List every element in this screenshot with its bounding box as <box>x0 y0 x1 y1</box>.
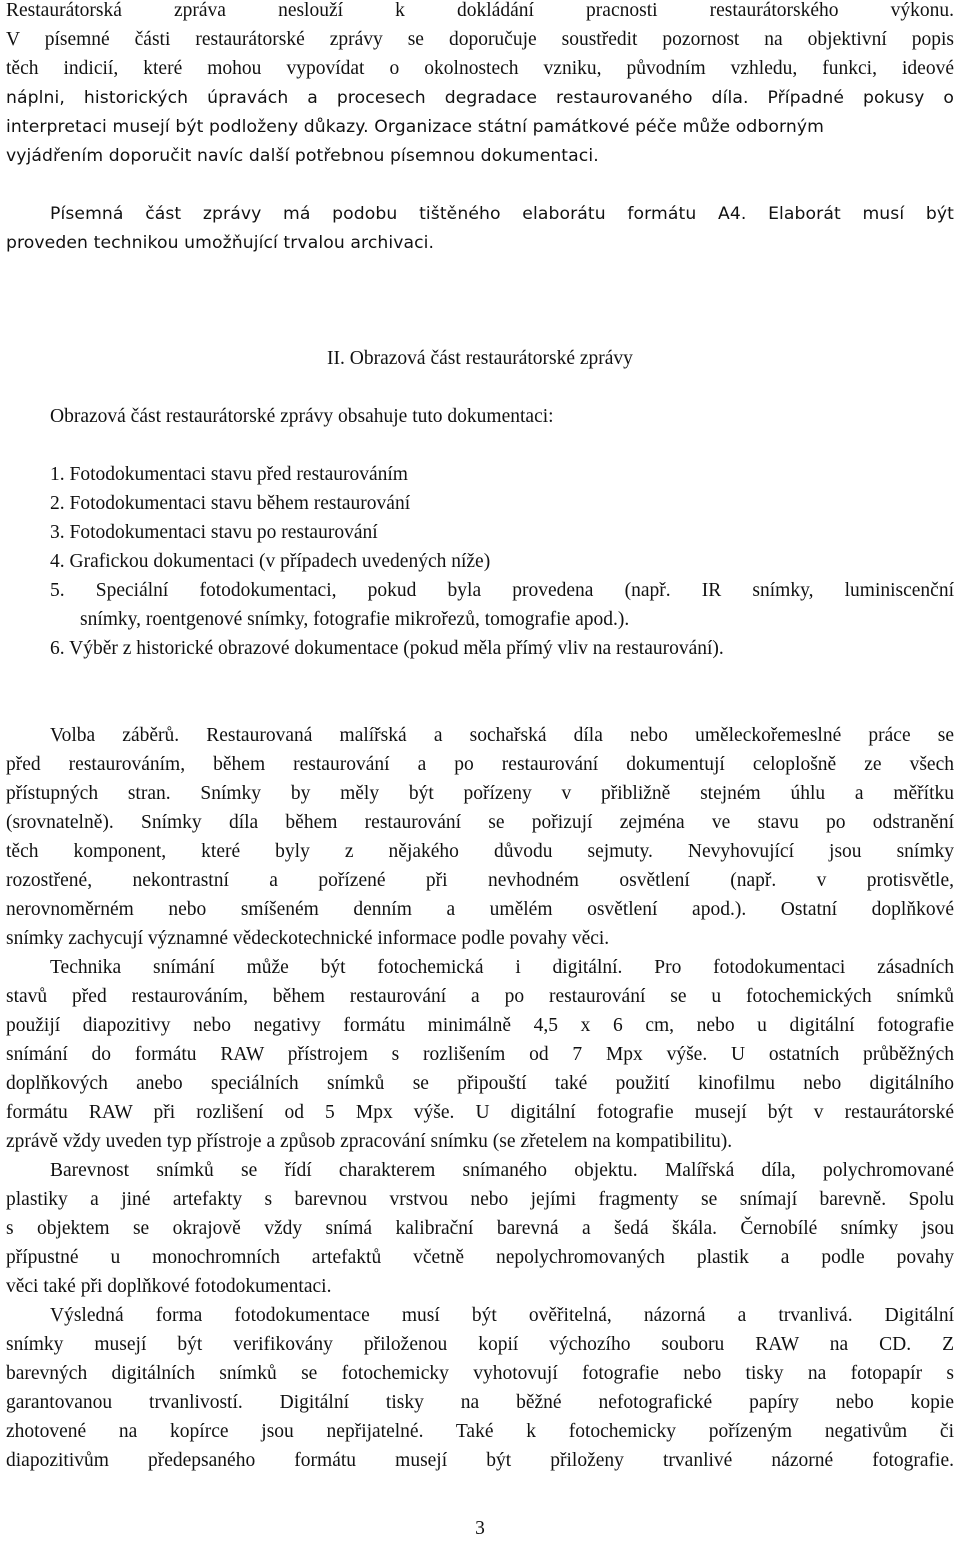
text-line: snímání do formátu RAW přístrojem s rozlišením od 7 Mpx výše. U ostatních průběžných <box>6 1044 954 1065</box>
text-line: snímky musejí být verifikovány přiloženou kopií výchozího souboru RAW na CD. Z <box>6 1334 954 1355</box>
text-line: interpretaci musejí být podloženy důkazy. Organizace státní památkové péče může odborným <box>6 117 825 137</box>
list-item: 3. Fotodokumentaci stavu po restaurování <box>50 522 378 543</box>
text-line: náplni, historických úpravách a procesech degradace restaurovaného díla. Případné pokusy o <box>6 88 954 108</box>
text-line: vyjádřením doporučit navíc další potřebnou písemnou dokumentaci. <box>6 146 599 166</box>
text-line: Restaurátorská zpráva neslouží k dokládání pracnosti restaurátorského výkonu. <box>6 0 954 21</box>
text-line: proveden technikou umožňující trvalou archivaci. <box>6 233 435 253</box>
text-line: věci také při doplňkové fotodokumentaci. <box>6 1276 332 1297</box>
text-line: Barevnost snímků se řídí charakterem snímaného objektu. Malířská díla, polychromované <box>50 1160 954 1181</box>
list-item: 4. Grafickou dokumentaci (v případech uvedených níže) <box>50 551 491 572</box>
text-line: snímky zachycují významné vědeckotechnické informace podle povahy věci. <box>6 928 610 949</box>
list-item: 6. Výběr z historické obrazové dokumentace (pokud měla přímý vliv na restaurování). <box>50 638 724 659</box>
list-item: 1. Fotodokumentaci stavu před restaurováním <box>50 464 408 485</box>
text-line: stavů před restaurováním, během restaurování a po restaurování se u fotochemických snímků <box>6 986 954 1007</box>
text-line: diapozitivům předepsaného formátu musejí být přiloženy trvanlivé názorné fotografie. <box>6 1450 954 1471</box>
section-heading: II. Obrazová část restaurátorské zprávy <box>327 348 633 369</box>
text-line: Technika snímání může být fotochemická i digitální. Pro fotodokumentaci zásadních <box>50 957 954 978</box>
text-line: formátu RAW při rozlišení od 5 Mpx výše. U digitální fotografie musejí být v restaurátorské <box>6 1102 954 1123</box>
list-item: 5. Speciální fotodokumentaci, pokud byla provedena (např. IR snímky, luminiscenční <box>50 580 954 601</box>
text-line: Výsledná forma fotodokumentace musí být ověřitelná, názorná a trvanlivá. Digitální <box>50 1305 954 1326</box>
text-line: zhotovené na kopírce jsou nepřijatelné. Také k fotochemicky pořízeným negativům či <box>6 1421 954 1442</box>
text-line: V písemné části restaurátorské zprávy se doporučuje soustředit pozornost na objektivní popis <box>6 29 954 50</box>
text-line: garantovanou trvanlivostí. Digitální tisky na běžné nefotografické papíry nebo kopie <box>6 1392 954 1413</box>
text-line: barevných digitálních snímků se fotochemicky vyhotovují fotografie nebo tisky na fotopapír s <box>6 1363 954 1384</box>
text-line: Volba záběrů. Restaurovaná malířská a sochařská díla nebo uměleckořemeslné práce se <box>50 725 954 746</box>
text-line: těch komponent, které byly z nějakého důvodu sejmuty. Nevyhovující jsou snímky <box>6 841 954 862</box>
text-line: přípustné u monochromních artefaktů včetně nepolychromovaných plastik a podle povahy <box>6 1247 954 1268</box>
text-line: s objektem se okrajově vždy snímá kalibrační barevná a šedá škála. Černobílé snímky jsou <box>6 1218 954 1239</box>
text-line: přístupných stran. Snímky by měly být pořízeny v přibližně stejném úhlu a měřítku <box>6 783 954 804</box>
text-line: použijí diapozitivy nebo negativy formátu minimálně 4,5 x 6 cm, nebo u digitální fotografie <box>6 1015 954 1036</box>
text-line: těch indicií, které mohou vypovídat o okolnostech vzniku, původním vzhledu, funkci, ideové <box>6 58 954 79</box>
list-item: 2. Fotodokumentaci stavu během restaurování <box>50 493 411 514</box>
text-line: nerovnoměrném nebo smíšeném denním a umělém osvětlení apod.). Ostatní doplňkové <box>6 899 954 920</box>
text-line: plastiky a jiné artefakty s barevnou vrstvou nebo jejími fragmenty se snímají barevně. Spolu <box>6 1189 954 1210</box>
text-line: doplňkových anebo speciálních snímků se připouští také použití kinofilmu nebo digitálního <box>6 1073 954 1094</box>
text-line: zprávě vždy uveden typ přístroje a způsob zpracování snímku (se zřetelem na kompatibilitu). <box>6 1131 733 1152</box>
text-line: rozostřené, nekontrastní a pořízené při nevhodném osvětlení (např. v protisvětle, <box>6 870 954 891</box>
list-item-continuation: snímky, roentgenové snímky, fotografie mikrořezů, tomografie apod.). <box>80 609 630 630</box>
text-line: před restaurováním, během restaurování a po restaurování dokumentují celoplošně ze všech <box>6 754 954 775</box>
text-line: Písemná část zprávy má podobu tištěného elaborátu formátu A4. Elaborát musí být <box>50 204 954 224</box>
text-line: (srovnatelně). Snímky díla během restaurování se pořizují zejména ve stavu po odstranění <box>6 812 954 833</box>
section-lead: Obrazová část restaurátorské zprávy obsahuje tuto dokumentaci: <box>50 406 554 427</box>
page-number: 3 <box>475 1518 485 1539</box>
